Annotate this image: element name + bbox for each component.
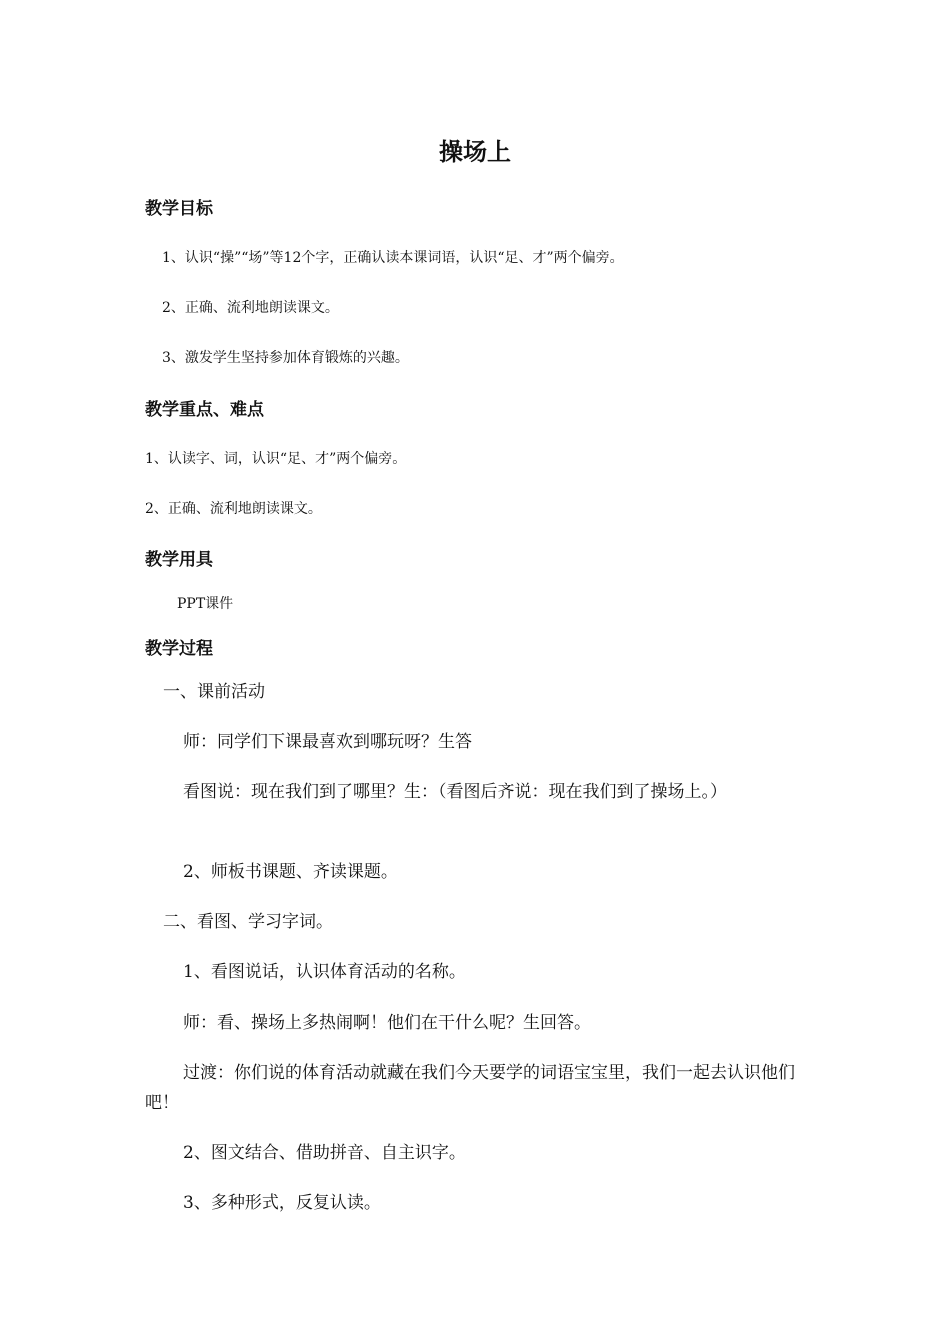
process-part1-item-2: 看图说：现在我们到了哪里？生：（看图后齐说：现在我们到了操场上。） <box>183 782 727 802</box>
process-part2-title: 二、看图、学习字词。 <box>163 912 333 932</box>
key-point-item-2: 2、正确、流利地朗读课文。 <box>145 501 322 517</box>
section-heading-goals: 教学目标 <box>145 199 213 219</box>
process-part1-item-1: 师：同学们下课最喜欢到哪玩呀？生答 <box>183 732 472 752</box>
process-part2-item-2: 师：看、操场上多热闹啊！他们在干什么呢？生回答。 <box>183 1013 591 1033</box>
goal-item-3: 3、激发学生坚持参加体育锻炼的兴趣。 <box>162 350 409 366</box>
process-part2-item-1: 1、看图说话，认识体育活动的名称。 <box>183 962 466 982</box>
section-heading-tools: 教学用具 <box>145 550 213 570</box>
process-part1-title: 一、课前活动 <box>163 682 265 702</box>
section-heading-key-points: 教学重点、难点 <box>145 400 264 420</box>
key-point-item-1: 1、认读字、词，认识“足、才”两个偏旁。 <box>145 451 407 467</box>
document-title: 操场上 <box>439 138 511 166</box>
process-part1-item-3: 2、师板书课题、齐读课题。 <box>183 862 398 882</box>
tool-item-1: PPT课件 <box>177 596 234 612</box>
process-part2-item-5: 3、多种形式，反复认读。 <box>183 1193 381 1213</box>
goal-item-2: 2、正确、流利地朗读课文。 <box>162 300 339 316</box>
section-heading-process: 教学过程 <box>145 639 213 659</box>
goal-item-1: 1、认识“操”“场”等12个字，正确认读本课词语，认识“足、才”两个偏旁。 <box>162 250 624 266</box>
process-part2-item-4: 2、图文结合、借助拼音、自主识字。 <box>183 1143 466 1163</box>
process-part2-item-3: 过渡：你们说的体育活动就藏在我们今天要学的词语宝宝里，我们一起去认识他们吧！ <box>145 1063 795 1113</box>
